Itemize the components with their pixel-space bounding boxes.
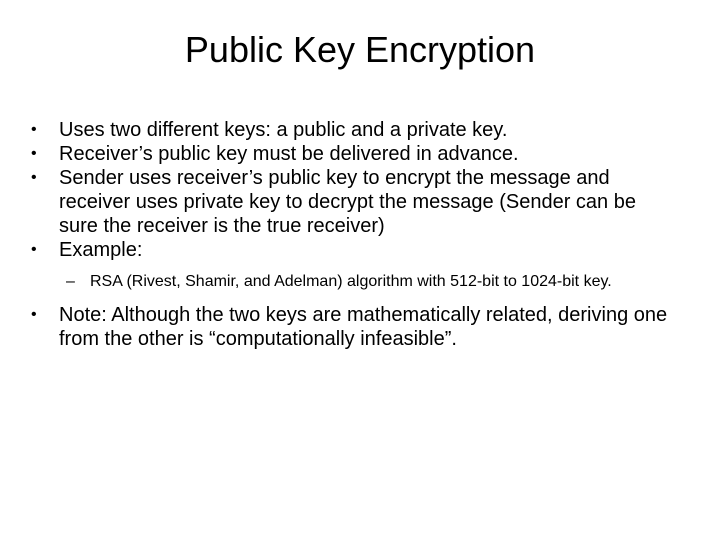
- bullet-item-example: [0, 238, 669, 291]
- bullet-dot-icon: •: [31, 169, 37, 186]
- bullet-text: Receiver’s public key must be delivered in advance.: [59, 143, 519, 165]
- bullet-dot-icon: •: [31, 306, 37, 323]
- bullet-text: Sender uses receiver’s public key to encrypt the message and receiver uses private key to decrypt the message (Sender can be sure the receiver is the true receiver): [59, 167, 636, 237]
- bullet-dot-icon: •: [31, 241, 37, 258]
- slide-title: Public Key Encryption: [184, 29, 536, 70]
- sub-bullet-text: RSA (Rivest, Shamir, and Adelman) algorithm with 512-bit to 1024-bit key.: [90, 273, 612, 290]
- sub-bullet-item: [59, 272, 650, 291]
- dash-icon: –: [66, 273, 75, 290]
- bullet-text: Uses two different keys: a public and a private key.: [59, 119, 508, 141]
- bullet-item: [0, 166, 669, 238]
- bullet-dot-icon: •: [31, 145, 37, 162]
- bullet-item: [0, 303, 669, 351]
- bullet-item: [0, 118, 669, 142]
- bullet-dot-icon: •: [31, 121, 37, 138]
- sub-bullet-list: [59, 272, 669, 291]
- bullet-text: Example:: [59, 239, 143, 261]
- bullet-text: Note: Although the two keys are mathematically related, deriving one from the other is “computationally infeasible”.: [59, 304, 668, 350]
- bullet-item: [0, 142, 669, 166]
- bullet-list: [0, 118, 720, 351]
